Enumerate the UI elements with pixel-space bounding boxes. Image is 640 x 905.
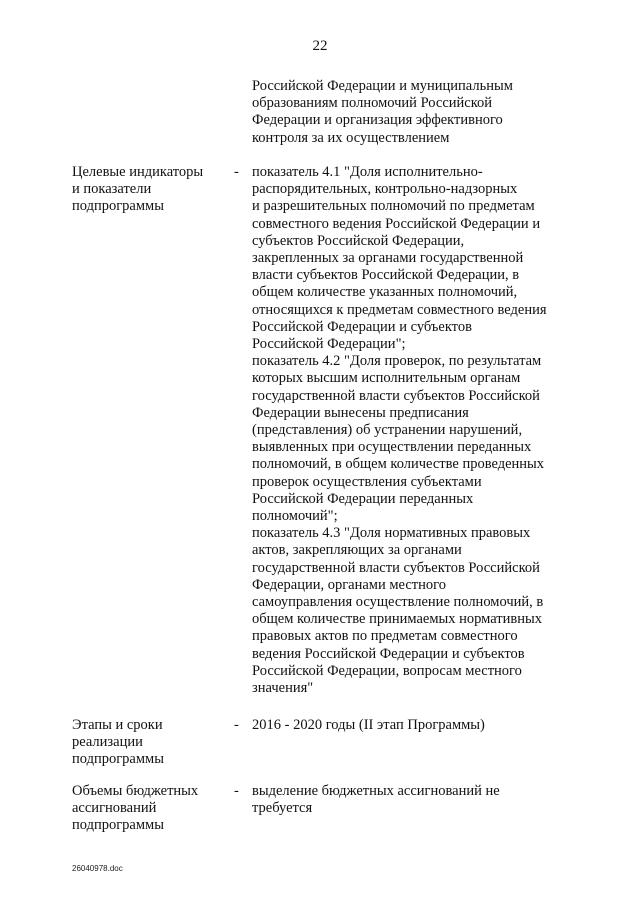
row-label-indicators [72, 164, 222, 216]
value-line: государственной власти субъектов Российской [252, 559, 540, 576]
value-line: Российской Федерации и субъектов [252, 318, 472, 335]
value-line: значения" [252, 680, 314, 697]
page-number: 22 [312, 38, 328, 54]
row-value-budget [252, 783, 582, 817]
label-line: подпрограммы [72, 751, 164, 768]
label-line: подпрограммы [72, 817, 164, 834]
row-value-indicators [252, 164, 582, 697]
value-line: общем количестве указанных полномочий, [252, 284, 518, 301]
value-line: выделение бюджетных ассигнований не [252, 783, 500, 799]
value-line: (представления) об устранении нарушений, [252, 422, 523, 439]
value-line: государственной власти субъектов Российской [252, 387, 540, 404]
continuation-line: образованиям полномочий Российской [252, 95, 493, 112]
value-line: закрепленных за органами государственной [252, 250, 524, 267]
row-dash: - [234, 164, 239, 180]
continuation-text [252, 78, 582, 147]
row-label-stages [72, 717, 222, 769]
continuation-line: Российской Федерации и муниципальным [252, 78, 513, 94]
label-line: ассигнований [72, 800, 157, 817]
value-line: субъектов Российской Федерации, [252, 232, 465, 249]
value-line: и разрешительных полномочий по предметам [252, 198, 535, 215]
row-dash: - [234, 783, 239, 799]
value-line: Российской Федерации"; [252, 336, 406, 353]
value-line: актов, закрепляющих за органами [252, 542, 462, 559]
label-line: подпрограммы [72, 198, 164, 215]
label-line: и показатели [72, 181, 152, 198]
row-dash: - [234, 717, 239, 733]
label-line: Целевые индикаторы [72, 164, 204, 180]
value-line: правовых актов по предметам совместного [252, 628, 518, 645]
value-line: Федерации, органами местного [252, 576, 446, 593]
continuation-line: контроля за их осуществлением [252, 129, 450, 146]
value-line: распорядительных, контрольно-надзорных [252, 181, 518, 198]
value-line: требуется [252, 800, 313, 817]
value-line: проверок осуществления субъектами [252, 473, 482, 490]
row-value-stages [252, 717, 582, 734]
continuation-line: Федерации и организация эффективного [252, 112, 503, 129]
value-line: полномочий, в общем количестве проведенных [252, 456, 545, 473]
value-line: совместного ведения Российской Федерации и [252, 215, 541, 232]
value-line: полномочий"; [252, 508, 338, 525]
value-line: показатель 4.3 "Доля нормативных правовых [252, 525, 531, 542]
value-line: относящихся к предметам совместного ведения [252, 301, 547, 318]
value-line: самоуправления осуществление полномочий, в [252, 594, 544, 611]
value-line: выявленных при осуществлении переданных [252, 439, 532, 456]
footer-filename: 26040978.doc [72, 864, 123, 873]
value-line: Федерации вынесены предписания [252, 404, 469, 421]
label-line: реализации [72, 734, 143, 751]
value-line: ведения Российской Федерации и субъектов [252, 645, 525, 662]
value-line: власти субъектов Российской Федерации, в [252, 267, 520, 284]
value-line: показатель 4.1 "Доля исполнительно- [252, 164, 483, 180]
value-line: Российской Федерации, вопросам местного [252, 662, 522, 679]
value-line: показатель 4.2 "Доля проверок, по результатам [252, 353, 542, 370]
row-label-budget [72, 783, 222, 835]
value-line: общем количестве принимаемых нормативных [252, 611, 542, 628]
value-line: 2016 - 2020 годы (II этап Программы) [252, 717, 485, 733]
value-line: Российской Федерации переданных [252, 490, 474, 507]
label-line: Объемы бюджетных [72, 783, 199, 799]
label-line: Этапы и сроки [72, 717, 163, 733]
value-line: которых высшим исполнительным органам [252, 370, 521, 387]
